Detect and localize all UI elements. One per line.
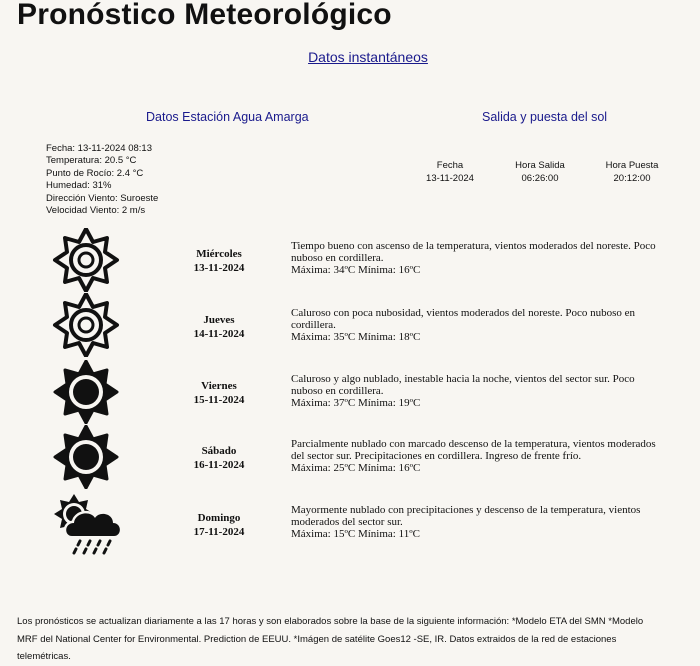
forecast-date: 13-11-2024 [193, 261, 245, 274]
station-section-title: Datos Estación Agua Amarga [146, 110, 309, 124]
forecast-day: Miércoles [196, 248, 242, 260]
forecast-day-block [178, 380, 260, 407]
forecast-row [0, 360, 700, 425]
forecast-day: Jueves [203, 314, 235, 326]
forecast-text-line: cordillera. [291, 319, 336, 332]
forecast-text-line: Mayormente nublado con precipitaciones y descenso de la temperatura, vientos [291, 504, 641, 516]
sun-col-header: Hora Puesta [605, 160, 659, 171]
station-humidity: Humedad: 31% [46, 180, 112, 192]
forecast-day-block [178, 445, 260, 472]
sun-col-sunset [602, 160, 662, 185]
instant-data-link[interactable]: Datos instantáneos [308, 49, 428, 65]
forecast-text-line: nuboso en cordillera. [291, 252, 384, 265]
forecast-row [0, 293, 700, 358]
sun-solid-icon [48, 360, 124, 424]
station-wind-speed: Velocidad Viento: 2 m/s [46, 205, 146, 217]
forecast-day: Viernes [201, 380, 237, 392]
forecast-description [291, 373, 700, 410]
forecast-day: Sábado [201, 445, 237, 457]
footer-line: MRF del National Center for Environmental. Prediction de EEUU. *Imágen de satélite Goes12 -SE, IR. Datos extraidos de la red de estaciones [17, 633, 617, 645]
station-wind-direction: Dirección Viento: Suroeste [46, 192, 159, 204]
forecast-temps: Máxima: 37ºC Mínima: 19ºC [291, 397, 421, 410]
forecast-text-line: Caluroso y algo nublado, inestable hacia la noche, vientos del sector sur. Poco [291, 373, 635, 385]
forecast-date: 17-11-2024 [193, 525, 245, 538]
forecast-text-line: Tiempo bueno con ascenso de la temperatura, vientos moderados del noreste. Poco [291, 240, 656, 252]
forecast-description [291, 504, 700, 541]
sun-col-value: 06:26:00 [521, 172, 559, 184]
forecast-text-line: Parcialmente nublado con marcado descenso de la temperatura, vientos moderados [291, 438, 656, 450]
footer-line: Los pronósticos se actualizan diariamente a las 17 horas y son elaborados sobre la base de la siguiente información: *Modelo ETA del SMN *Modelo [17, 616, 644, 627]
forecast-day-block [178, 314, 260, 341]
sun-cloud-rain-icon [48, 492, 124, 556]
forecast-row [0, 425, 700, 490]
sun-col-sunrise [510, 160, 570, 185]
forecast-date: 14-11-2024 [193, 327, 245, 340]
forecast-day-block [178, 248, 260, 275]
forecast-description [291, 240, 700, 277]
forecast-row [0, 228, 700, 293]
sun-col-value: 13-11-2024 [426, 172, 474, 184]
sun-outline-icon [48, 293, 124, 357]
sun-outline-icon [48, 228, 124, 292]
forecast-text-line: moderados del sector sur. [291, 516, 403, 529]
forecast-text-line: del sector sur. Precipitaciones en cordillera. Ingreso de frente frío. [291, 450, 582, 463]
sun-solid-icon [48, 425, 124, 489]
sun-section-title: Salida y puesta del sol [482, 110, 608, 124]
forecast-row [0, 492, 700, 557]
forecast-text-line: nuboso en cordillera. [291, 385, 384, 398]
forecast-day: Domingo [197, 512, 241, 524]
forecast-description [291, 307, 700, 344]
sun-col-date [425, 160, 475, 185]
footer-line: telemétricas. [17, 651, 71, 662]
station-dew-point: Punto de Rocío: 2.4 °C [46, 167, 144, 179]
page-title: Pronóstico Meteorológico [17, 0, 392, 31]
forecast-description [291, 438, 700, 475]
station-temperature: Temperatura: 20.5 °C [46, 155, 137, 167]
station-date: Fecha: 13-11-2024 08:13 [46, 143, 152, 154]
forecast-day-block [178, 512, 260, 539]
forecast-temps: Máxima: 25ºC Mínima: 16ºC [291, 462, 421, 475]
forecast-date: 16-11-2024 [193, 458, 245, 471]
sun-col-header: Hora Salida [515, 160, 565, 171]
station-info [46, 143, 158, 217]
forecast-date: 15-11-2024 [193, 393, 245, 406]
footer-note [17, 613, 700, 666]
forecast-temps: Máxima: 34ºC Mínima: 16ºC [291, 264, 421, 277]
forecast-temps: Máxima: 15ºC Mínima: 11ºC [291, 528, 420, 541]
sun-col-value: 20:12:00 [613, 172, 651, 184]
sun-col-header: Fecha [436, 160, 464, 171]
forecast-text-line: Caluroso con poca nubosidad, vientos moderados del noreste. Poco nuboso en [291, 307, 635, 319]
forecast-temps: Máxima: 35ºC Mínima: 18ºC [291, 331, 421, 344]
